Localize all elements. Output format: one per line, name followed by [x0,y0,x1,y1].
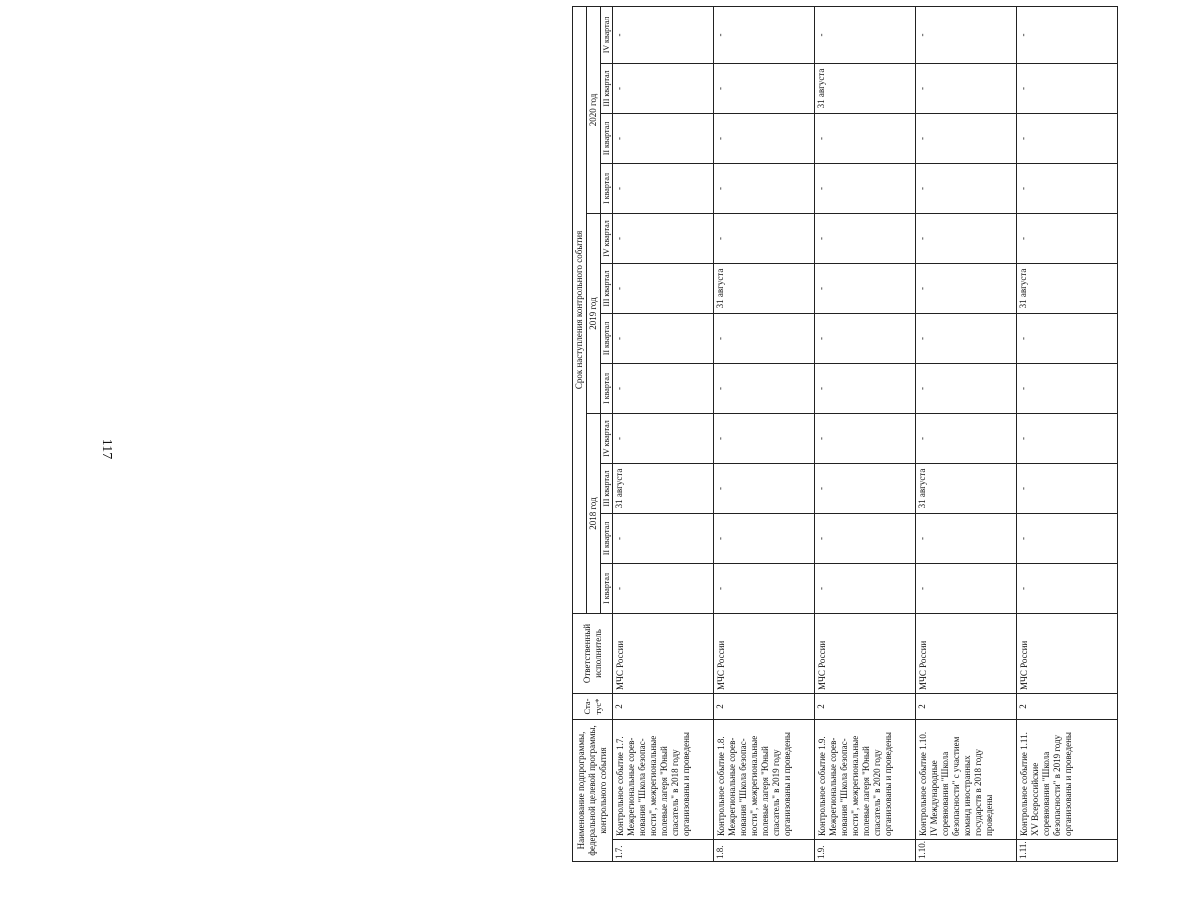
row-responsible: МЧС России [1017,614,1118,694]
quarter-cell: - [815,464,916,514]
header-status: Ста-тус* [573,694,613,720]
quarter-cell: - [916,64,1017,114]
quarter-cell: - [714,64,815,114]
row-status: 2 [815,694,916,720]
row-responsible: МЧС России [714,614,815,694]
quarter-cell: - [613,414,714,464]
page-number: 117 [99,438,115,460]
quarter-cell: - [815,114,916,164]
quarter-cell: - [714,414,815,464]
quarter-cell: - [916,214,1017,264]
quarter-cell: - [815,314,916,364]
row-status: 2 [613,694,714,720]
quarter-cell: - [613,364,714,414]
quarter-cell: 31 августа [815,64,916,114]
quarter-cell: 31 августа [1017,264,1118,314]
header-quarter: III квартал [601,464,613,514]
quarter-cell: 31 августа [714,264,815,314]
row-number: 1.9. [815,840,916,862]
quarter-cell: - [916,114,1017,164]
table-row [1017,6,1118,861]
quarter-cell: - [714,564,815,614]
header-quarter: I квартал [601,164,613,214]
row-name: Контрольное событие 1.10. IV Международные соревнования "Школа безопасности" с участием команд иностранных государств в 2018 году проведены [916,720,1017,840]
row-number: 1.11. [1017,840,1118,862]
quarter-cell: - [1017,64,1118,114]
row-name: Контрольное событие 1.7. Межрегиональные сорев-нования "Школа безопас-ности", межрегиональные полевые лагеря "Юный спасатель" в 2018 году организованы и проведены [613,720,714,840]
quarter-cell: - [613,264,714,314]
quarter-cell: - [815,164,916,214]
row-number: 1.7. [613,840,714,862]
row-status: 2 [1017,694,1118,720]
header-year-2018: 2018 год [587,414,601,614]
header-quarter: IV квартал [601,6,613,63]
header-quarter: II квартал [601,314,613,364]
table-body [613,6,1118,861]
row-responsible: МЧС России [815,614,916,694]
row-status: 2 [714,694,815,720]
quarter-cell: - [613,114,714,164]
header-year-2019: 2019 год [587,214,601,414]
table-row [613,6,714,861]
control-events-table [572,6,1118,862]
quarter-cell: - [613,164,714,214]
quarter-cell: - [916,364,1017,414]
row-name: Контрольное событие 1.8. Межрегиональные сорев-нования "Школа безопас-ности", межрегиональные полевые лагеря "Юный спасатель" в 2019 году организованы и проведены [714,720,815,840]
row-responsible: МЧС России [916,614,1017,694]
rotated-table-wrapper [572,7,1177,862]
quarter-cell: - [613,64,714,114]
header-year-2020: 2020 год [587,6,601,213]
header-quarter: I квартал [601,364,613,414]
quarter-cell: - [815,264,916,314]
quarter-cell: - [916,264,1017,314]
quarter-cell: - [815,414,916,464]
quarter-cell: - [916,6,1017,63]
header-quarter: III квартал [601,264,613,314]
quarter-cell: - [613,6,714,63]
quarter-cell: - [1017,364,1118,414]
quarter-cell: - [1017,464,1118,514]
quarter-cell: - [1017,214,1118,264]
quarter-cell: - [815,514,916,564]
quarter-cell: - [916,314,1017,364]
row-number: 1.10. [916,840,1017,862]
quarter-cell: - [714,464,815,514]
header-deadline: Срок наступления контрольного события [573,6,587,613]
quarter-cell: - [1017,314,1118,364]
quarter-cell: - [1017,514,1118,564]
quarter-cell: - [613,514,714,564]
header-quarter: II квартал [601,514,613,564]
header-quarter: IV квартал [601,214,613,264]
quarter-cell: - [916,414,1017,464]
quarter-cell: - [613,214,714,264]
quarter-cell: - [714,364,815,414]
quarter-cell: - [714,6,815,63]
quarter-cell: - [1017,414,1118,464]
row-status: 2 [916,694,1017,720]
header-quarter: III квартал [601,64,613,114]
quarter-cell: - [714,514,815,564]
quarter-cell: - [815,214,916,264]
quarter-cell: - [714,114,815,164]
quarter-cell: - [1017,164,1118,214]
quarter-cell: - [815,364,916,414]
quarter-cell: - [714,164,815,214]
table-row [916,6,1017,861]
row-name: Контрольное событие 1.11. XV Всероссийские соревнования "Школа безопасности" в 2019 году организованы и проведены [1017,720,1118,840]
table-row [714,6,815,861]
quarter-cell: 31 августа [613,464,714,514]
header-quarter: I квартал [601,564,613,614]
header-quarter: IV квартал [601,414,613,464]
quarter-cell: - [916,164,1017,214]
quarter-cell: - [1017,6,1118,63]
quarter-cell: - [916,514,1017,564]
quarter-cell: - [815,6,916,63]
quarter-cell: - [916,564,1017,614]
row-number: 1.8. [714,840,815,862]
quarter-cell: - [714,214,815,264]
quarter-cell: - [613,314,714,364]
header-responsible: Ответственный исполнитель [573,614,613,694]
quarter-cell: - [1017,564,1118,614]
quarter-cell: - [815,564,916,614]
row-name: Контрольное событие 1.9. Межрегиональные сорев-нования "Школа безопас-ности", межрегиональные полевые лагеря "Юный спасатель" в 2020 году организованы и проведены [815,720,916,840]
row-responsible: МЧС России [613,614,714,694]
quarter-cell: - [1017,114,1118,164]
quarter-cell: - [613,564,714,614]
header-quarter: II квартал [601,114,613,164]
table-row [815,6,916,861]
quarter-cell: - [714,314,815,364]
header-name: Наименование подпрограммы, федеральной целевой программы, контрольного события [573,720,613,862]
quarter-cell: 31 августа [916,464,1017,514]
